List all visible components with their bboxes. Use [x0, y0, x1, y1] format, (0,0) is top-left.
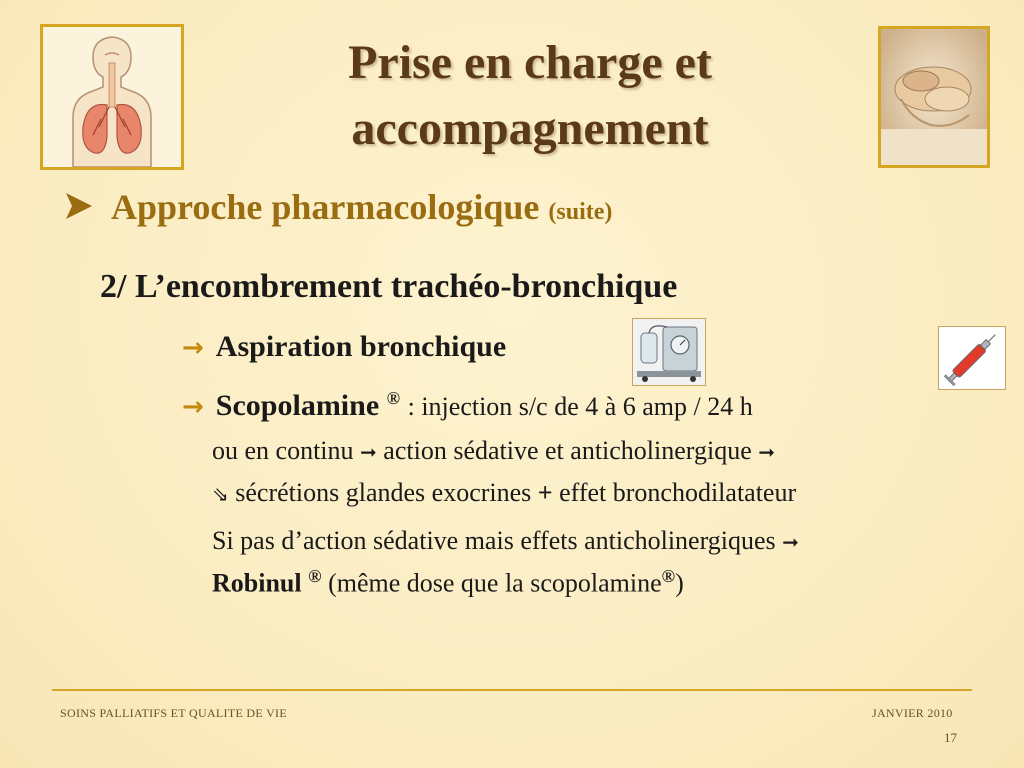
- slide-title-line2: accompagnement: [351, 102, 709, 155]
- suction-device-image: [632, 318, 706, 386]
- scopolamine-name: Scopolamine: [215, 389, 380, 422]
- registered-mark: ®: [661, 566, 676, 586]
- line2-part-b: action sédative et anticholinergique: [383, 436, 752, 465]
- plus-icon: +: [537, 478, 553, 507]
- line3-part-a: sécrétions glandes exocrines: [235, 478, 532, 507]
- scopolamine-dose: : injection s/c de 4 à 6 amp / 24 h: [407, 392, 753, 421]
- lungs-icon: [43, 27, 181, 167]
- section-label: Approche pharmacologique: [111, 187, 540, 227]
- footer-divider: [52, 689, 972, 691]
- line3-part-b: effet bronchodilatateur: [559, 478, 797, 507]
- section-suffix: (suite): [548, 199, 613, 225]
- footer-right-text: JANVIER 2010: [872, 706, 953, 720]
- aspiration-label: Aspiration bronchique: [215, 330, 507, 363]
- page-number: 17: [944, 730, 957, 745]
- line5-part-b: (même dose que la scopolamine: [328, 568, 662, 598]
- text-line-4: [212, 526, 799, 556]
- line4-text: Si pas d’action sédative mais effets anticholinergiques: [212, 526, 776, 555]
- sub-heading: 2/ L’encombrement trachéo-bronchique: [100, 268, 678, 305]
- arrow-right-icon: →: [182, 333, 204, 363]
- section-heading: [64, 186, 612, 228]
- suction-device-icon: [633, 319, 705, 385]
- text-line-3: [212, 478, 796, 508]
- list-item-scopolamine: [182, 388, 753, 423]
- syringe-image: [938, 326, 1006, 390]
- holding-hands-image: [878, 26, 990, 168]
- arrow-down-right-icon: ⇘: [212, 482, 229, 506]
- list-item-aspiration: [182, 330, 506, 364]
- line5-part-c: ): [675, 568, 684, 598]
- text-line-2: [212, 436, 775, 466]
- arrow-right-icon: ➞: [782, 530, 799, 554]
- registered-mark: ®: [386, 388, 401, 408]
- respiratory-system-image: [40, 24, 184, 170]
- hands-icon: [881, 29, 987, 165]
- arrow-right-icon: →: [182, 392, 204, 422]
- robinul-name: Robinul: [212, 568, 302, 598]
- slide-title-line1: Prise en charge et: [348, 36, 712, 89]
- registered-mark: ®: [308, 566, 322, 586]
- syringe-icon: [939, 327, 1005, 389]
- text-line-5: [212, 566, 684, 599]
- line2-part-a: ou en continu: [212, 436, 354, 465]
- footer-left-text: SOINS PALLIATIFS ET QUALITE DE VIE: [60, 706, 287, 720]
- arrow-right-icon: ➞: [360, 440, 377, 464]
- arrow-right-icon: ➞: [758, 440, 776, 464]
- arrowhead-bullet-icon: [64, 186, 104, 228]
